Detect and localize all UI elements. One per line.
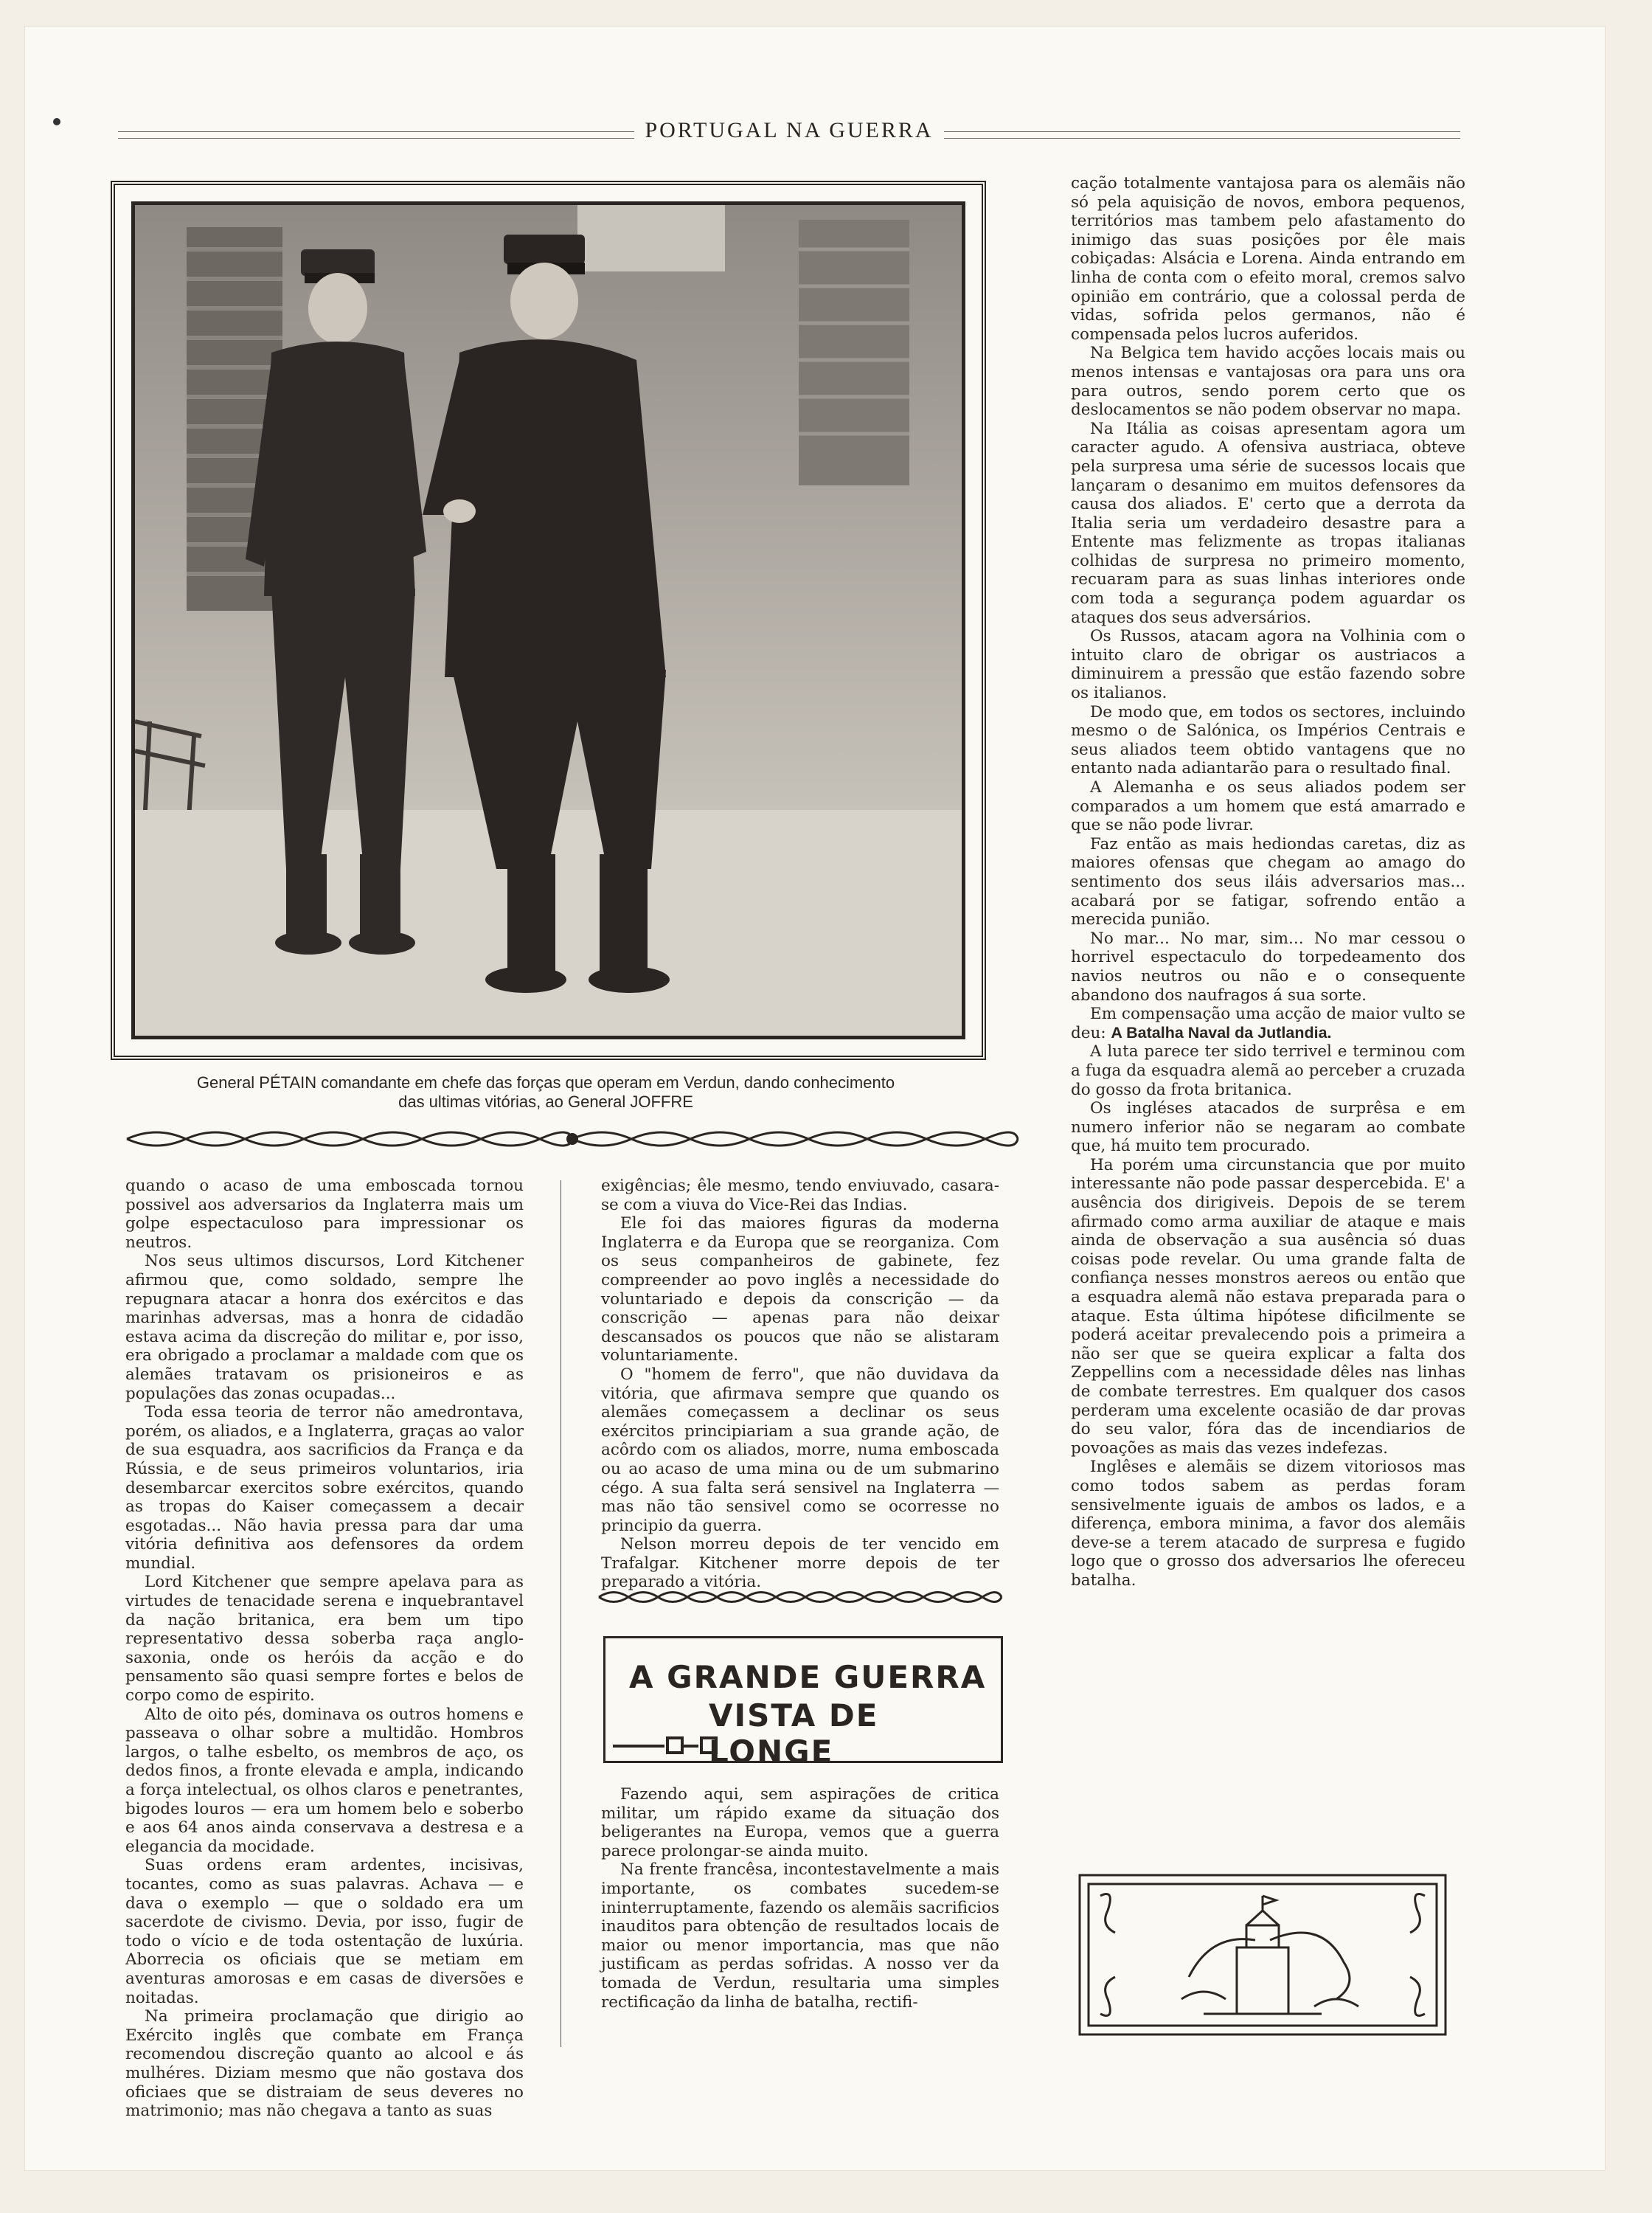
ornamental-divider (127, 1123, 1018, 1155)
paragraph: Faz então as mais hediondas caretas, diz as maiores ofensas que chegam ao amago do sentimento dos seus iláis adversarios mas... acabará por se fatigar, sofrendo então a merecida punião. (1071, 834, 1465, 929)
photo-frame (111, 181, 986, 1060)
section-title-line-2: VISTA DE LONGE (709, 1697, 879, 1770)
paragraph: O "homem de ferro", que não duvidava da vitória, que afirmava sempre que quando os alemães começassem a declinar os seus exércitos principiariam a sua grande ação, de acôrdo com os aliados, morre, numa emboscada ou ao acaso de uma mina ou de um submarino cégo. A sua falta será sensivel na Inglaterra — mas não tão sensivel como se ocorresse no principio da guerra. (601, 1365, 999, 1535)
title-box-rule (684, 1745, 698, 1748)
paragraph: Ha porém uma circunstancia que por muito interessante não pode passar despercebida. E' a ausência dos dirigiveis. Depois de se terem afirmado como arma auxiliar de ataque e mais ainda de observação a sua ausência só duas coisas pode revelar. Ou uma grande falta de confiança nesses monstros aereos ou então que a esquadra alemã não estava preparada para o ataque. Esta última hipótese dificilmente se poderá aceitar prevalecendo pois a primeira a não ser que se queira explicar a falta dos Zeppellins com a necessidade dêles nas linhas de combate terrestres. Em qualquer dos casos perderam uma excelente ocasião de dar provas do seu valor, fóra das de incendiarios de povoações as mais das vezes indefezas. (1071, 1155, 1465, 1458)
photograph (131, 201, 965, 1039)
article-column-3 (1071, 174, 1465, 1849)
article-column-2 (601, 1177, 999, 1592)
paragraph: Ele foi das maiores figuras da moderna Inglaterra e da Europa que se reorganiza. Com os seus companheiros de gabinete, fez compreender ao povo inglês a necessidade do voluntariado e depois da conscrição — da conscrição — apenas para não deixar descansados os poucos que não se alistaram voluntariamente. (601, 1214, 999, 1365)
paragraph: Inglêses e alemãis se dizem vitoriosos mas como todos sabem as perdas foram sensivelmente iguais de ambos os lados, e a diferença, embora minima, a favor dos alemãis deve-se a terem atacado de surpresa e fugido logo que o grosso dos adversarios lhe ofereceu batalha. (1071, 1458, 1465, 1590)
title-box-square-icon (700, 1736, 718, 1754)
section-title-line-1: A GRANDE GUERRA (629, 1659, 987, 1695)
paragraph: Os ingléses atacados de surprêsa e em numero inferior não se negaram ao combate que, há muito tem procurado. (1071, 1099, 1465, 1156)
paragraph: No mar... No mar, sim... No mar cessou o horrivel espectaculo do torpedeamento dos navios neutros ou não e o consequente abandono dos naufragos á sua sorte. (1071, 929, 1465, 1005)
photo-generals-illustration (135, 205, 962, 1036)
bold-heading: A Batalha Naval da Jutlandia. (1111, 1023, 1332, 1042)
caption-line-1: General PÉTAIN comandante em chefe das forças que operam em Verdun, dando conhecimento (196, 1073, 895, 1092)
article-column-1 (125, 1177, 524, 2121)
paragraph: Na frente francêsa, incontestavelmente a mais importante, os combates sucedem-se ininterruptamente, fazendo os alemãis sacrificios inauditos para obtenção de resultados locais de maior ou menor importancia, mas que não justificam as perdas sofridas. A nosso ver da tomada de Verdun, resultaria uma simples rectificação da linha de batalha, rectifi- (601, 1860, 999, 2012)
paragraph: Na primeira proclamação que dirigio ao Exército inglês que combate em França recomendou discreção quanto ao alcool e ás mulhéres. Diziam mesmo que não gostava dos oficiaes que se distraiam de seus deveres no matrimonio; mas não chegava a tanto as suas (125, 2007, 524, 2121)
paragraph: Toda essa teoria de terror não amedrontava, porém, os aliados, e a Inglaterra, graças ao valor de sua esquadra, aos sacrificios da França e da Rússia, e de seus primeiros voluntarios, iria desembarcar exercitos sobre exércitos, quando as tropas do Kaiser começassem a decair esgotadas... Não havia pressa para dar uma vitória definitiva aos defensores da ordem mundial. (125, 1403, 524, 1573)
paragraph: quando o acaso de uma emboscada tornou possivel aos adversarios da Inglaterra mais um golpe espectaculoso para impressionar os neutros. (125, 1177, 524, 1252)
caption-line-2: das ultimas vitórias, ao General JOFFRE (398, 1092, 693, 1111)
paragraph: De modo que, em todos os sectores, incluindo mesmo o de Salónica, os Impérios Centrais e seus aliados teem obtido vantagens que no entanto nada adiantarão para o resultado final. (1071, 702, 1465, 778)
paragraph: Alto de oito pés, dominava os outros homens e passeava o olhar sobre a multidão. Hombros largos, o talhe esbelto, os membros de aço, os dedos finos, a fronte elevada e ampla, indicando a força intelectual, os olhos claros e penetrantes, bigodes louros — era um homem belo e soberbo e aos 64 anos ainda conservava a destresa e a elegancia da mocidade. (125, 1705, 524, 1856)
paragraph: Na Belgica tem havido acções locais mais ou menos intensas e vantajosas ora para uns ora para outros, sendo porem certo que os deslocamentos se não podem observar no mapa. (1071, 344, 1465, 420)
tower-vignette-illustration (1078, 1874, 1447, 2036)
paragraph: cação totalmente vantajosa para os alemãis não só pela aquisição de novos, embora pequenos, territórios mas tambem pelo afastamento do inimigo das suas posições por êle mais cobiçadas: Alsácia e Lorena. Ainda entrando em linha de conta com o efeito moral, cremos salvo opinião em contrário, que a colossal perda de vidas, sofrida pelos germanos, não é compensada pelos lucros auferidos. (1071, 174, 1465, 344)
paragraph: Fazendo aqui, sem aspirações de critica militar, um rápido exame da situação dos beligerantes na Europa, vemos que a guerra parece prolongar-se ainda muito. (601, 1785, 999, 1860)
paragraph-text: Em compensação uma acção de maior vulto se deu: (1071, 1005, 1465, 1042)
paragraph: A luta parece ter sido terrivel e terminou com a fuga da esquadra alemã ao perceber a cruzada do gosso da frota britanica. (1071, 1042, 1465, 1099)
section-ornament (599, 1586, 1002, 1608)
paragraph: Suas ordens eram ardentes, incisivas, tocantes, como as suas palavras. Achava — e dava o exemplo — que o soldado era um sacerdote de civismo. Devia, por isso, fugir de todo o vício e de toda ostentação de luxúria. Aborrecia os oficiais que se metiam em aventuras amorosas e em casas de diversões e noitadas. (125, 1856, 524, 2007)
article-column-2b (601, 1785, 999, 2051)
paragraph: Os Russos, atacam agora na Volhinia com o intuito claro de obrigar os austriacos a diminuirem a pressão que estão fazendo sobre os italianos. (1071, 627, 1465, 703)
photo-caption (118, 1073, 974, 1112)
paragraph: Nelson morreu depois de ter vencido em Trafalgar. Kitchener morre depois de ter preparado a vitória. (601, 1535, 999, 1592)
header-rule-left (118, 131, 634, 139)
section-title-box (603, 1636, 1003, 1770)
paragraph (1071, 1005, 1465, 1042)
header-rule-right (944, 131, 1460, 139)
title-box-rule (613, 1745, 664, 1748)
header-title: PORTUGAL NA GUERRA (645, 118, 934, 142)
paragraph: A Alemanha e os seus aliados podem ser comparados a um homem que está amarrado e que se não pode livrar. (1071, 778, 1465, 835)
paragraph: Nos seus ultimos discursos, Lord Kitchener afirmou que, como soldado, sempre lhe repugnara atacar a honra dos exércitos e das marinhas adversas, mas a honra de cidadão estava acima da discreção do militar e, por isso, era obrigado a proclamar a maldade com que os alemães tratavam os prisioneiros e as populações das zonas ocupadas... (125, 1252, 524, 1403)
paragraph: Na Itália as coisas apresentam agora um caracter agudo. A ofensiva austriaca, obteve pela surpresa uma série de sucessos locais que lançaram o desanimo em muitos defensores da causa dos aliados. E' certo que a derrota da Italia seria um verdadeiro desastre para a Entente mas felizmente as tropas italianas colhidas de surpresa no primeiro momento, recuaram para as suas linhas interiores onde com toda a segurança podem aguardar os ataques dos seus adversários. (1071, 419, 1465, 627)
title-box-square-icon (666, 1736, 684, 1754)
running-header (118, 118, 1460, 148)
margin-dot (53, 118, 60, 125)
paragraph: exigências; êle mesmo, tendo enviuvado, casara-se com a viuva do Vice-Rei das Indias. (601, 1177, 999, 1214)
column-rule (560, 1180, 561, 2047)
paragraph: Lord Kitchener que sempre apelava para as virtudes de tenacidade serena e inquebrantavel da nação britanica, era bem um tipo representativo dessa soberba raça anglo-saxonia, onde os heróis da acção e do pensamento são quasi sempre fortes e belos de corpo como de espirito. (125, 1573, 524, 1705)
